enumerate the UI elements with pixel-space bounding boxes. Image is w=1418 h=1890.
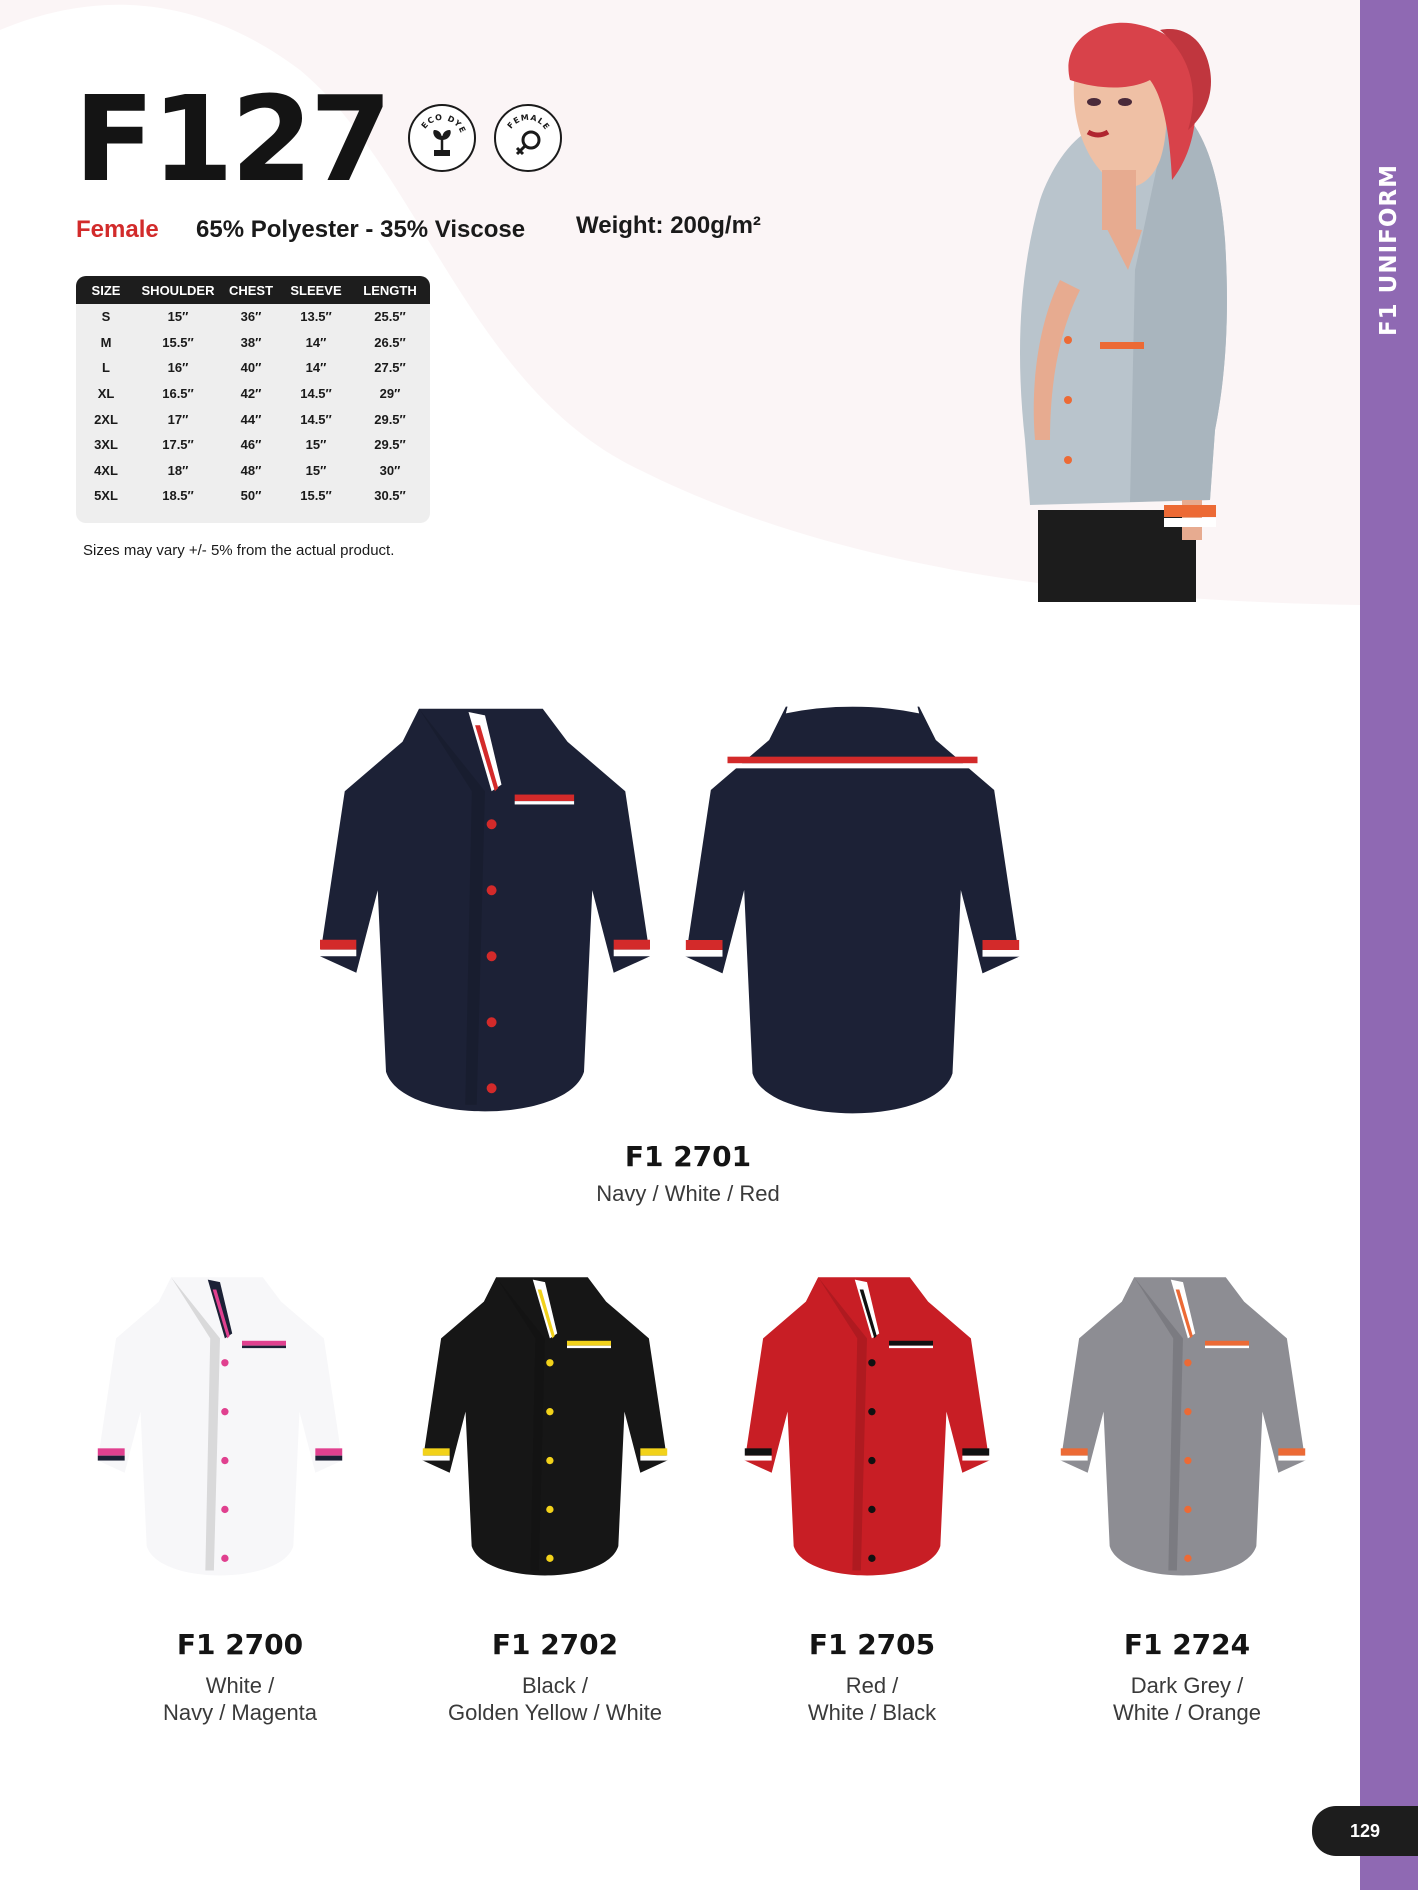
measurement-cell: 40″ bbox=[240, 360, 262, 376]
measurement-cell: 17″ bbox=[167, 411, 189, 427]
shirt-image-front bbox=[95, 1265, 345, 1595]
size-cell: 5XL bbox=[94, 488, 118, 504]
model-photo bbox=[1010, 20, 1272, 602]
measurement-cell: 44″ bbox=[240, 411, 262, 427]
column-header: SLEEVE bbox=[290, 282, 342, 298]
size-cell: S bbox=[101, 309, 111, 325]
measurement-cell: 16.5″ bbox=[162, 386, 194, 402]
size-table bbox=[76, 276, 430, 523]
product-colors bbox=[60, 1672, 420, 1726]
measurement-cell: 38″ bbox=[240, 334, 262, 350]
measurement-cell: 46″ bbox=[240, 437, 262, 453]
size-row bbox=[76, 406, 430, 432]
size-cell: L bbox=[102, 360, 110, 376]
column-header: CHEST bbox=[228, 282, 274, 298]
size-table-header bbox=[76, 276, 430, 304]
size-table-body bbox=[76, 304, 430, 509]
product-code: F1 2701 bbox=[624, 1140, 752, 1173]
measurement-cell: 15.5″ bbox=[300, 488, 332, 504]
column-header: SHOULDER bbox=[141, 282, 215, 298]
fabric-weight: Weight: 200g/m² bbox=[576, 212, 761, 239]
gender-label: Female bbox=[76, 216, 159, 243]
measurement-cell: 14.5″ bbox=[300, 411, 332, 427]
product-colors-line: White / Orange bbox=[1113, 1700, 1261, 1725]
shirt-image-front bbox=[1058, 1265, 1308, 1595]
eco-dye-label: ECO DYE bbox=[419, 112, 468, 135]
size-row bbox=[76, 483, 430, 509]
size-cell: XL bbox=[97, 386, 115, 402]
product-colors-line: Golden Yellow / White bbox=[447, 1700, 663, 1725]
shirt-image-front bbox=[420, 1265, 670, 1595]
size-note: Sizes may vary +/- 5% from the actual product. bbox=[83, 542, 395, 559]
measurement-cell: 29.5″ bbox=[374, 437, 406, 453]
size-row bbox=[76, 330, 430, 356]
measurement-cell: 18″ bbox=[167, 462, 189, 478]
product-colors-line: Black / bbox=[521, 1673, 589, 1698]
product-colors bbox=[692, 1672, 1052, 1726]
eco-dye-icon bbox=[408, 104, 476, 172]
product-colors-line: Navy / White / Red bbox=[596, 1181, 780, 1206]
measurement-cell: 42″ bbox=[240, 386, 262, 402]
product-colors bbox=[1007, 1672, 1367, 1726]
model-title: F127 bbox=[74, 70, 389, 208]
measurement-cell: 15.5″ bbox=[162, 334, 194, 350]
measurement-cell: 29.5″ bbox=[374, 411, 406, 427]
svg-text:ECO DYE bbox=[420, 113, 468, 135]
measurement-cell: 30″ bbox=[379, 462, 401, 478]
measurement-cell: 26.5″ bbox=[374, 334, 406, 350]
product-colors-line: Dark Grey / bbox=[1130, 1673, 1244, 1698]
product-colors-line: Navy / Magenta bbox=[162, 1700, 318, 1725]
page-number: 129 bbox=[1312, 1806, 1418, 1856]
product-code: F1 2724 bbox=[1123, 1628, 1251, 1661]
size-row bbox=[76, 304, 430, 330]
svg-text:FEMALE bbox=[506, 113, 552, 132]
shirt-image-front bbox=[742, 1265, 992, 1595]
size-row bbox=[76, 355, 430, 381]
product-code: F1 2702 bbox=[491, 1628, 619, 1661]
size-cell: 3XL bbox=[94, 437, 118, 453]
measurement-cell: 29″ bbox=[379, 386, 401, 402]
measurement-cell: 14″ bbox=[305, 360, 327, 376]
product-colors bbox=[508, 1180, 868, 1207]
measurement-cell: 18.5″ bbox=[162, 488, 194, 504]
measurement-cell: 17.5″ bbox=[162, 437, 194, 453]
sidebar-label: F1 UNIFORM bbox=[1376, 163, 1403, 337]
size-cell: 4XL bbox=[94, 462, 118, 478]
column-header: SIZE bbox=[91, 282, 121, 298]
product-colors-line: White / bbox=[205, 1673, 275, 1698]
measurement-cell: 16″ bbox=[167, 360, 189, 376]
product-code: F1 2700 bbox=[176, 1628, 304, 1661]
size-cell: 2XL bbox=[94, 411, 118, 427]
shirt-image-back bbox=[685, 690, 1020, 1140]
measurement-cell: 36″ bbox=[240, 309, 262, 325]
measurement-cell: 30.5″ bbox=[374, 488, 406, 504]
measurement-cell: 13.5″ bbox=[300, 309, 332, 325]
measurement-cell: 25.5″ bbox=[374, 309, 406, 325]
size-row bbox=[76, 458, 430, 484]
measurement-cell: 48″ bbox=[240, 462, 262, 478]
measurement-cell: 15″ bbox=[305, 437, 327, 453]
product-colors-line: White / Black bbox=[807, 1700, 937, 1725]
size-cell: M bbox=[100, 334, 112, 350]
measurement-cell: 15″ bbox=[305, 462, 327, 478]
size-row bbox=[76, 381, 430, 407]
product-code: F1 2705 bbox=[808, 1628, 936, 1661]
product-colors bbox=[375, 1672, 735, 1726]
column-header: LENGTH bbox=[363, 282, 417, 298]
measurement-cell: 14.5″ bbox=[300, 386, 332, 402]
measurement-cell: 27.5″ bbox=[374, 360, 406, 376]
female-label: FEMALE bbox=[505, 112, 552, 132]
product-colors-line: Red / bbox=[845, 1673, 899, 1698]
fabric-composition: 65% Polyester - 35% Viscose bbox=[196, 216, 526, 243]
female-icon bbox=[494, 104, 562, 172]
measurement-cell: 14″ bbox=[305, 334, 327, 350]
shirt-image-front bbox=[320, 690, 650, 1140]
measurement-cell: 15″ bbox=[167, 309, 189, 325]
measurement-cell: 50′′ bbox=[240, 488, 262, 504]
size-row bbox=[76, 432, 430, 458]
